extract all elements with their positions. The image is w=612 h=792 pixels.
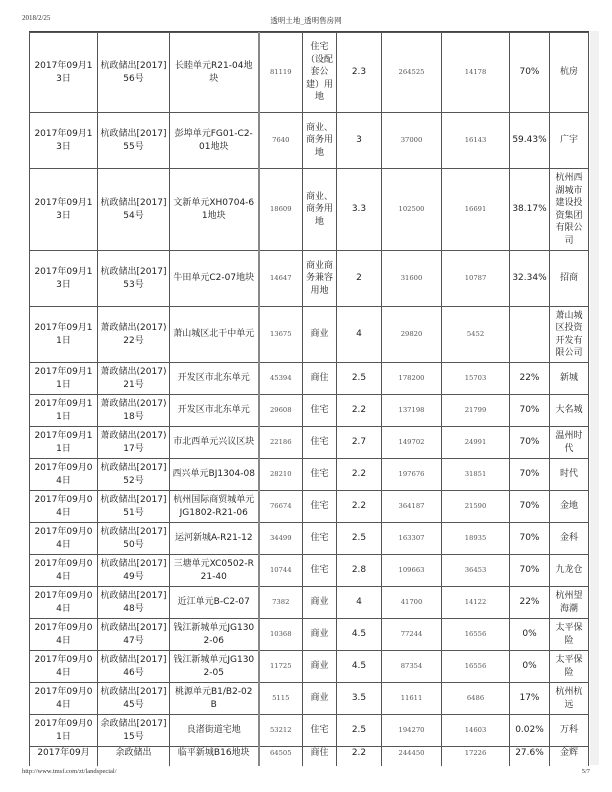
cell-floor-price: 14122 (442, 587, 510, 619)
cell-land-use: 商业商务兼容用地 (303, 251, 337, 307)
cell-building-area: 31600 (382, 251, 442, 307)
cell-area: 45394 (259, 363, 303, 395)
cell-plot-ratio: 3 (337, 113, 382, 169)
cell-land-use: 商业、商务用地 (303, 113, 337, 169)
cell-building-area: 194270 (382, 715, 442, 747)
cell-premium-rate: 70% (510, 523, 550, 555)
cell-floor-price: 5452 (442, 307, 510, 363)
cell-premium-rate: 17% (510, 683, 550, 715)
cell-plot-name: 钱江新城单元JG1302-06 (170, 619, 259, 651)
cell-plot-ratio: 4.5 (337, 651, 382, 683)
cell-date: 2017年09月04日 (30, 555, 98, 587)
cell-plot-name: 市北西单元兴议区块 (170, 427, 259, 459)
cell-plot-ratio: 2.5 (337, 363, 382, 395)
table-row (30, 587, 589, 619)
cell-premium-rate: 38.17% (510, 169, 550, 251)
cell-date: 2017年09月04日 (30, 683, 98, 715)
cell-plot-ratio: 2.2 (337, 491, 382, 523)
table-row (30, 427, 589, 459)
cell-floor-price: 16143 (442, 113, 510, 169)
cell-plot-name: 长睦单元R21-04地块 (170, 33, 259, 113)
page-number: 5/7 (581, 768, 590, 775)
cell-floor-price: 16556 (442, 619, 510, 651)
table-row (30, 619, 589, 651)
cell-date: 2017年09月13日 (30, 113, 98, 169)
cell-area: 18609 (259, 169, 303, 251)
cell-date: 2017年09月11日 (30, 427, 98, 459)
cell-plot-ratio: 2.2 (337, 459, 382, 491)
cell-building-area: 149702 (382, 427, 442, 459)
table-row (30, 307, 589, 363)
cell-plot-ratio: 2.2 (337, 747, 382, 767)
cell-premium-rate: 22% (510, 587, 550, 619)
cell-plot-ratio: 2 (337, 251, 382, 307)
cell-premium-rate: 0% (510, 651, 550, 683)
cell-premium-rate: 32.34% (510, 251, 550, 307)
cell-winner: 萧山城区投资开发有限公司 (550, 307, 589, 363)
cell-area: 28210 (259, 459, 303, 491)
cell-building-area: 29820 (382, 307, 442, 363)
cell-building-area: 244450 (382, 747, 442, 767)
cell-lot-number: 杭政储出[2017]49号 (98, 555, 170, 587)
cell-winner: 新城 (550, 363, 589, 395)
cell-plot-name: 桃源单元B1/B2-02B (170, 683, 259, 715)
cell-winner: 杭州西湖城市建设投资集团有限公司 (550, 169, 589, 251)
cell-plot-name: 良渚街道宅地 (170, 715, 259, 747)
cell-premium-rate: 0% (510, 619, 550, 651)
cell-winner: 九龙仓 (550, 555, 589, 587)
cell-plot-name: 三塘单元XC0502-R21-40 (170, 555, 259, 587)
cell-land-use: 住宅 (303, 715, 337, 747)
table-row (30, 169, 589, 251)
cell-plot-ratio: 2.3 (337, 33, 382, 113)
cell-lot-number: 萧政储出(2017) 22号 (98, 307, 170, 363)
cell-premium-rate: 0.02% (510, 715, 550, 747)
cell-plot-name: 西兴单元BJ1304-08 (170, 459, 259, 491)
cell-building-area: 264525 (382, 33, 442, 113)
cell-lot-number: 杭政储出[2017]50号 (98, 523, 170, 555)
cell-land-use: 住宅 (303, 523, 337, 555)
cell-floor-price: 14178 (442, 33, 510, 113)
cell-lot-number: 杭政储出[2017]48号 (98, 587, 170, 619)
cell-plot-ratio: 2.2 (337, 395, 382, 427)
cell-winner: 杭州杭远 (550, 683, 589, 715)
table-row (30, 363, 589, 395)
cell-date: 2017年09月04日 (30, 651, 98, 683)
cell-building-area: 178200 (382, 363, 442, 395)
cell-winner: 大名城 (550, 395, 589, 427)
cell-lot-number: 萧政储出(2017) 21号 (98, 363, 170, 395)
cell-plot-name: 近江单元B-C2-07 (170, 587, 259, 619)
cell-lot-number: 萧政储出(2017)17号 (98, 427, 170, 459)
cell-winner: 广宇 (550, 113, 589, 169)
cell-land-use: 商业 (303, 683, 337, 715)
cell-date: 2017年09月04日 (30, 619, 98, 651)
cell-building-area: 11611 (382, 683, 442, 715)
cell-lot-number: 杭政储出[2017]51号 (98, 491, 170, 523)
cell-area: 29608 (259, 395, 303, 427)
cell-winner: 时代 (550, 459, 589, 491)
cell-plot-ratio: 4.5 (337, 619, 382, 651)
cell-plot-name: 杭州国际商贸城单元JG1802-R21-06 (170, 491, 259, 523)
cell-land-use: 商业 (303, 587, 337, 619)
cell-area: 34499 (259, 523, 303, 555)
cell-plot-ratio: 2.7 (337, 427, 382, 459)
cell-floor-price: 17226 (442, 747, 510, 767)
cell-building-area: 364187 (382, 491, 442, 523)
cell-lot-number: 杭政储出[2017]54号 (98, 169, 170, 251)
cell-winner: 杭州望海潮 (550, 587, 589, 619)
cell-plot-name: 文新单元XH0704-61地块 (170, 169, 259, 251)
cell-plot-name: 开发区市北东单元 (170, 395, 259, 427)
table-row (30, 651, 589, 683)
cell-plot-name: 萧山城区北干中单元 (170, 307, 259, 363)
cell-date: 2017年09月 (30, 747, 98, 767)
cell-floor-price: 14603 (442, 715, 510, 747)
scrollbar[interactable] (590, 31, 599, 765)
cell-area: 10744 (259, 555, 303, 587)
cell-land-use: 商业、商务用地 (303, 169, 337, 251)
cell-lot-number: 萧政储出(2017) 18号 (98, 395, 170, 427)
cell-lot-number: 余政储出[2017]15号 (98, 715, 170, 747)
cell-building-area: 77244 (382, 619, 442, 651)
cell-premium-rate: 70% (510, 555, 550, 587)
cell-floor-price: 18935 (442, 523, 510, 555)
cell-floor-price: 24991 (442, 427, 510, 459)
cell-floor-price: 16691 (442, 169, 510, 251)
cell-building-area: 137198 (382, 395, 442, 427)
cell-plot-name: 彭埠单元FG01-C2-01地块 (170, 113, 259, 169)
table-row (30, 251, 589, 307)
cell-premium-rate: 70% (510, 427, 550, 459)
land-transactions-table (29, 32, 589, 766)
cell-plot-name: 运河新城A-R21-12 (170, 523, 259, 555)
table-row (30, 395, 589, 427)
cell-building-area: 163307 (382, 523, 442, 555)
table-row (30, 747, 589, 767)
cell-land-use: 商业 (303, 307, 337, 363)
cell-land-use: 商住 (303, 363, 337, 395)
page-url: http://www.tmsf.com/zt/landspecial/ (22, 768, 117, 775)
cell-area: 11725 (259, 651, 303, 683)
cell-winner: 万科 (550, 715, 589, 747)
table-row (30, 33, 589, 113)
table-row (30, 491, 589, 523)
cell-area: 53212 (259, 715, 303, 747)
cell-lot-number: 杭政储出[2017]45号 (98, 683, 170, 715)
cell-building-area: 102500 (382, 169, 442, 251)
cell-area: 5115 (259, 683, 303, 715)
cell-area: 22186 (259, 427, 303, 459)
cell-lot-number: 杭政储出[2017]47号 (98, 619, 170, 651)
print-date: 2018/2/25 (22, 14, 51, 22)
cell-building-area: 41700 (382, 587, 442, 619)
cell-premium-rate: 70% (510, 395, 550, 427)
table-row (30, 113, 589, 169)
cell-lot-number: 杭政储出[2017]56号 (98, 33, 170, 113)
cell-winner: 金辉 (550, 747, 589, 767)
cell-land-use: 住宅 (303, 555, 337, 587)
cell-building-area: 87354 (382, 651, 442, 683)
cell-lot-number: 余政储出 (98, 747, 170, 767)
cell-date: 2017年09月04日 (30, 459, 98, 491)
cell-area: 13675 (259, 307, 303, 363)
cell-premium-rate: 59.43% (510, 113, 550, 169)
cell-premium-rate (510, 307, 550, 363)
cell-plot-ratio: 3.5 (337, 683, 382, 715)
cell-land-use: 住宅 (303, 491, 337, 523)
cell-premium-rate: 70% (510, 33, 550, 113)
land-transactions-table-container (29, 31, 589, 766)
cell-plot-ratio: 3.3 (337, 169, 382, 251)
table-row (30, 555, 589, 587)
cell-premium-rate: 22% (510, 363, 550, 395)
cell-plot-ratio: 4 (337, 307, 382, 363)
cell-plot-name: 钱江新城单元JG1302-05 (170, 651, 259, 683)
cell-winner: 招商 (550, 251, 589, 307)
cell-winner: 太平保险 (550, 651, 589, 683)
cell-floor-price: 21590 (442, 491, 510, 523)
cell-winner: 温州时代 (550, 427, 589, 459)
cell-date: 2017年09月11日 (30, 363, 98, 395)
cell-premium-rate: 27.6% (510, 747, 550, 767)
cell-lot-number: 杭政储出[2017]46号 (98, 651, 170, 683)
cell-lot-number: 杭政储出[2017]55号 (98, 113, 170, 169)
table-row (30, 683, 589, 715)
cell-area: 14647 (259, 251, 303, 307)
page-title: 透明土地_透明售房网 (270, 16, 342, 25)
cell-area: 7640 (259, 113, 303, 169)
cell-land-use: 住宅 (303, 395, 337, 427)
cell-winner: 杭房 (550, 33, 589, 113)
cell-date: 2017年09月11日 (30, 307, 98, 363)
cell-floor-price: 15703 (442, 363, 510, 395)
cell-plot-name: 开发区市北东单元 (170, 363, 259, 395)
cell-land-use: 住宅 (303, 459, 337, 491)
cell-date: 2017年09月11日 (30, 395, 98, 427)
cell-winner: 太平保险 (550, 619, 589, 651)
cell-lot-number: 杭政储出[2017]53号 (98, 251, 170, 307)
cell-date: 2017年09月04日 (30, 523, 98, 555)
cell-date: 2017年09月13日 (30, 251, 98, 307)
table-row (30, 459, 589, 491)
cell-land-use: 商住 (303, 747, 337, 767)
cell-area: 10368 (259, 619, 303, 651)
cell-land-use: 住宅 (303, 427, 337, 459)
cell-floor-price: 36453 (442, 555, 510, 587)
cell-floor-price: 6486 (442, 683, 510, 715)
cell-building-area: 37000 (382, 113, 442, 169)
cell-floor-price: 16556 (442, 651, 510, 683)
cell-land-use: 商业 (303, 619, 337, 651)
cell-winner: 金地 (550, 491, 589, 523)
cell-plot-ratio: 4 (337, 587, 382, 619)
cell-plot-ratio: 2.5 (337, 715, 382, 747)
cell-date: 2017年09月04日 (30, 587, 98, 619)
cell-lot-number: 杭政储出[2017]52号 (98, 459, 170, 491)
cell-date: 2017年09月13日 (30, 33, 98, 113)
cell-building-area: 197676 (382, 459, 442, 491)
cell-land-use: 商业 (303, 651, 337, 683)
cell-area: 81119 (259, 33, 303, 113)
cell-floor-price: 10787 (442, 251, 510, 307)
cell-floor-price: 21799 (442, 395, 510, 427)
table-row (30, 715, 589, 747)
cell-area: 76674 (259, 491, 303, 523)
cell-building-area: 109663 (382, 555, 442, 587)
cell-land-use: 住宅（设配套公建）用地 (303, 33, 337, 113)
cell-date: 2017年09月04日 (30, 491, 98, 523)
cell-date: 2017年09月13日 (30, 169, 98, 251)
cell-plot-name: 牛田单元C2-07地块 (170, 251, 259, 307)
cell-premium-rate: 70% (510, 459, 550, 491)
cell-plot-ratio: 2.5 (337, 523, 382, 555)
cell-area: 7382 (259, 587, 303, 619)
cell-winner: 金科 (550, 523, 589, 555)
cell-plot-name: 临平新城B16地块 (170, 747, 259, 767)
table-row (30, 523, 589, 555)
cell-plot-ratio: 2.8 (337, 555, 382, 587)
cell-area: 64505 (259, 747, 303, 767)
cell-date: 2017年09月01日 (30, 715, 98, 747)
cell-floor-price: 31851 (442, 459, 510, 491)
cell-premium-rate: 70% (510, 491, 550, 523)
